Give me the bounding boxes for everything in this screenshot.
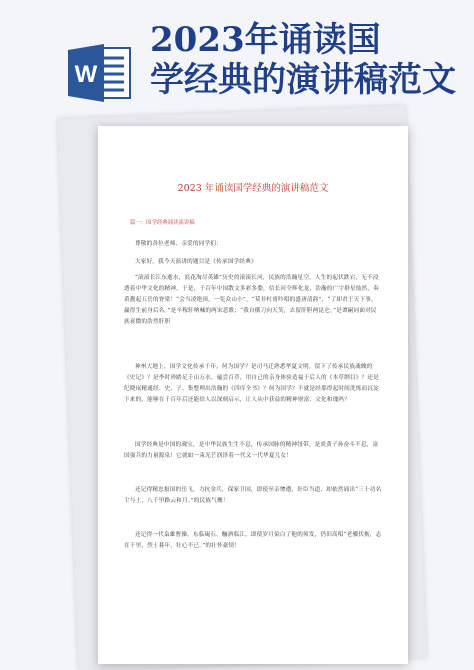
word-icon-letter: W [74, 61, 98, 88]
paragraph-body: 还记得一代枭雄曹操，东临碣石，酾酒临江，即使岁月染白了他的须发，仍旧高唱“老骥伏枥，志在千里，烈士暮年，壮心不已。”的壮怀豪情！ [124, 532, 382, 549]
paragraph-intro: 大家好。我今天演讲的题目是《传承国学经典》 [135, 259, 257, 265]
paragraph-body: 神州大地上，国学文化传承千年。何为国学？是司马迁熟悉华夏文明，留下了传承民族魂魄的《史记》？是李时珍踏足千山万水，遍尝百草，用自己的亲身体验造福于后人的《本草纲目》？还是纪晓岚精通经、史、子、集整理出浩瀚的《四库全书》？何为国学？不就是经那得起时间洗炼而沉淀下来的，能够在千百年后还能给人以深刻启示，让人从中获益的精神财富、文化和瑰吗？ [124, 364, 379, 403]
section-heading: 篇一：国学经典诵读演讲稿 [130, 220, 195, 226]
header [0, 0, 474, 112]
word-document-icon [68, 42, 132, 104]
document-page [98, 126, 408, 664]
page-title-line-1: 2023年诵读国 [150, 20, 381, 60]
paragraph-body: 国学经典是中国的魂宝，是中华民族生生不息，传承国脉的精神纽带，是炎黄子孙奋斗不息，富国强兵的力量源泉！它就如一束光芒润泽着一代又一代华夏儿女！ [124, 442, 379, 459]
paragraph-body: 还记得精忠报国的岳飞，力抗金兵，保家卫国，即使至亲惨遭，奸臣当道，却依然诵出“三十功名尘与土，八千里路云和月。”的民族气概！ [124, 487, 382, 504]
document-title: 2023 年诵读国学经典的演讲稿范文 [177, 183, 329, 194]
page-title-line-2: 学经典的演讲稿范文 [150, 60, 456, 100]
page-title [150, 20, 470, 100]
paragraph-salutation: 尊敬的各位老师、亲爱的同学们： [135, 241, 222, 247]
paragraph-body: “滚滚长江东逝水，浪花淘尽英雄”历史的滚滚长河，民族的浩瀚星空，人生的起伏跌宕，无不浸透着中华文化的精神。于是，千百年中国散文多彩多姿，信长河全辉化龙，浩瀚的广宇群星灿然，奏黄靓起五岳的脊梁！“会当凌绝顶，一览众山小”，“莫非杜甫吟唱的盛唐清韵”，“了却君王天下事，赢得生前身后名。”是辛稼轩呐喊的两宋悲歌；“我自横刀向天笑，去留肝胆两昆仑。”是谭嗣同面对民族衰微的浩然肝胆 [124, 275, 379, 325]
